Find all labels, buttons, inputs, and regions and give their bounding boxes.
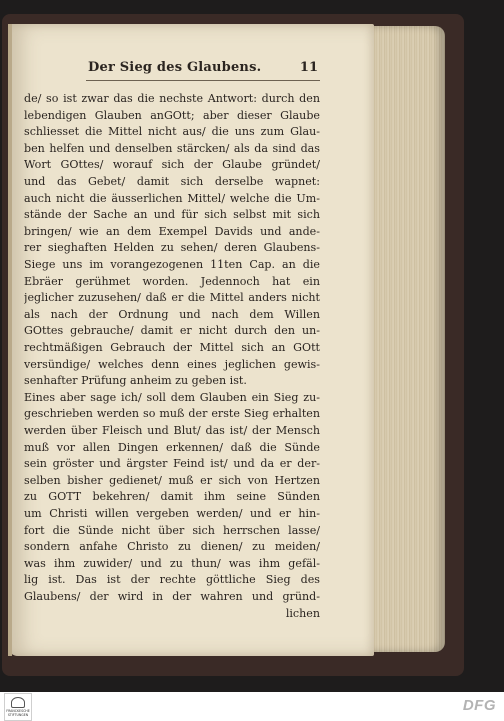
- text-line: selben bisher gedienet/ muß er sich von Hertzen: [24, 473, 320, 487]
- building-icon: [11, 697, 25, 708]
- logo-text: FRANCKESCHE STIFTUNGEN: [6, 709, 30, 717]
- footer-bar: [0, 692, 504, 721]
- text-line: GOttes gebrauche/ damit er nicht durch den un-: [24, 324, 320, 338]
- text-line: fort die Sünde nicht über sich herrschen lasse/: [24, 523, 320, 537]
- text-line: geschrieben werden so muß der erste Sieg erhalten: [24, 407, 320, 421]
- text-line: Eines aber sage ich/ soll dem Glauben ein Sieg zu-: [24, 390, 320, 404]
- text-line: sein gröster und ärgster Feind ist/ und da er der-: [24, 457, 320, 471]
- text-line: Wort GOttes/ worauf sich der Glaube gründet/: [24, 158, 320, 172]
- text-line: senhafter Prüfung anheim zu geben ist.: [24, 374, 247, 388]
- body-text: [24, 89, 320, 619]
- text-line: stände der Sache an und für sich selbst mit sich: [24, 208, 320, 222]
- text-line: lichen: [285, 606, 320, 620]
- page-number: 11: [299, 60, 318, 75]
- text-line: als nach der Ordnung und nach dem Willen: [24, 307, 320, 321]
- text-line: lebendigen Glauben anGOtt; aber dieser Glaube: [24, 108, 320, 122]
- text-line: rechtmäßigen Gebrauch der Mittel sich an GOtt: [24, 341, 320, 354]
- text-line: jeglicher zuzusehen/ daß er die Mittel anders nicht: [24, 291, 320, 305]
- running-title: Der Sieg des Glaubens.: [88, 60, 262, 75]
- text-line: auch nicht die äusserlichen Mittel/ welche die Um-: [24, 191, 320, 205]
- text-line: schliesset die Mittel nicht aus/ die uns zum Glau-: [24, 125, 320, 139]
- page-edges: [365, 26, 445, 652]
- text-line: werden über Fleisch und Blut/ das ist/ der Mensch: [24, 424, 320, 437]
- text-line: ben helfen und denselben stärcken/ als da sind das: [24, 141, 320, 155]
- header-rule: [86, 80, 320, 81]
- text-line: zu GOTT bekehren/ damit ihm seine Sünden: [24, 490, 320, 504]
- text-line: sondern anfahe Christo zu dienen/ zu meiden/: [24, 540, 320, 554]
- text-line: rer sieghaften Helden zu sehen/ deren Glaubens-: [24, 241, 320, 255]
- dfg-logo: DFG: [462, 697, 496, 714]
- text-line: versündige/ welches denn eines jeglichen gewis-: [24, 357, 320, 371]
- text-line: Ebräer gerühmet worden. Jedennoch hat ein: [24, 274, 320, 288]
- text-line: Siege uns im vorangezogenen 11ten Cap. an die: [24, 258, 320, 271]
- text-line: und das Gebet/ damit sich derselbe wapnet:: [24, 175, 320, 188]
- text-line: um Christi willen vergeben werden/ und er hin-: [24, 507, 320, 520]
- text-line: muß vor allen Dingen erkennen/ daß die Sünde: [24, 440, 320, 454]
- text-line: was ihm zuwider/ und zu thun/ was ihm gefäl-: [24, 556, 320, 570]
- institution-logo: [4, 693, 32, 721]
- page-header: [88, 60, 318, 82]
- page-gutter: [8, 24, 12, 656]
- text-line: bringen/ wie an dem Exempel Davids und ande-: [24, 224, 320, 238]
- text-line: Glaubens/ der wird in der wahren und gründ-: [24, 590, 320, 603]
- text-line: de/ so ist zwar das die nechste Antwort: durch den: [24, 92, 320, 105]
- text-line: lig ist. Das ist der rechte göttliche Sieg des: [24, 573, 320, 587]
